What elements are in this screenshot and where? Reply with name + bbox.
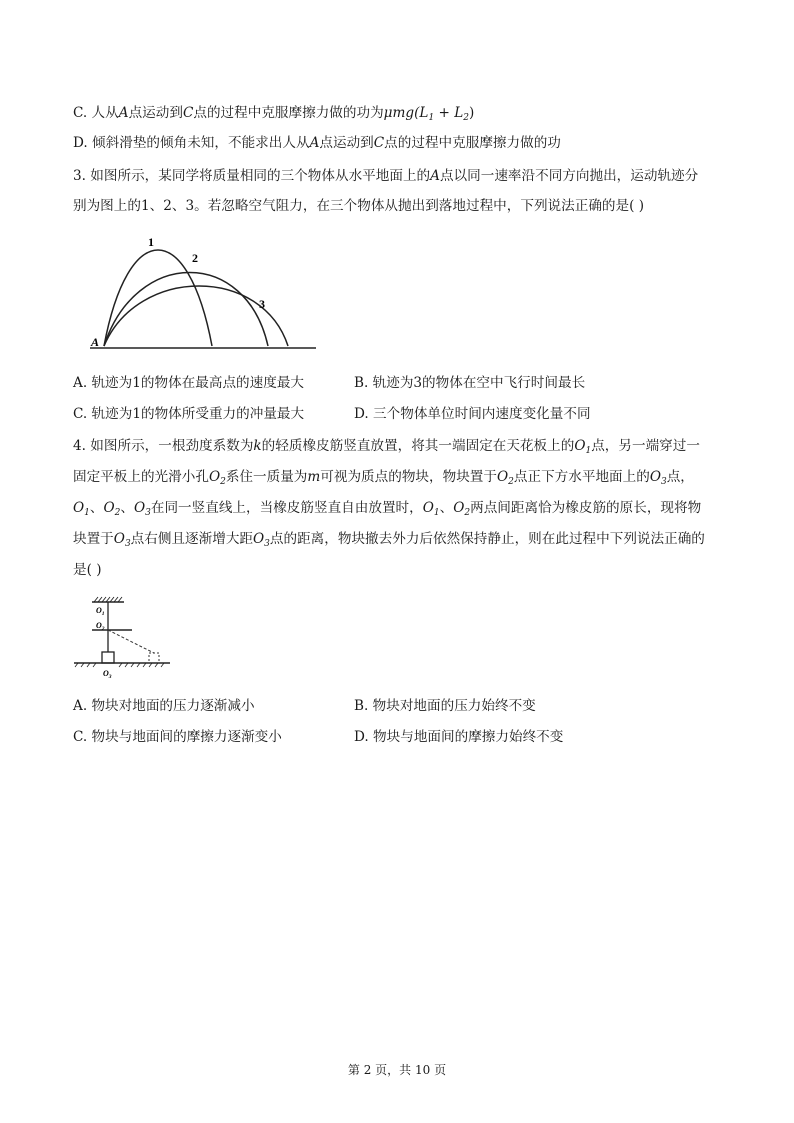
text: 在同一竖直线上，当橡皮筋竖直自由放置时，: [150, 500, 423, 516]
q2-option-c: [73, 104, 474, 127]
var-a: A: [309, 135, 320, 151]
text: 固定平板上的光滑小孔: [73, 469, 209, 485]
text: 点的过程中克服摩擦力做的功: [384, 135, 561, 151]
text: 的轻质橡皮筋竖直放置，将其一端固定在天花板上的: [261, 438, 575, 454]
var-o: O: [497, 469, 509, 485]
label-o2: $O_2$: [96, 621, 105, 632]
subscript: 1: [433, 508, 440, 518]
subscript: 3: [124, 539, 131, 549]
q3-stem-line-1: [73, 167, 698, 185]
q3-option-d: D. 三个物体单位时间内速度变化量不同: [354, 406, 591, 422]
text: 点，另一端穿过一: [591, 438, 700, 454]
trajectory-2: [104, 273, 268, 347]
text: 点的过程中克服摩擦力做的功为: [193, 105, 384, 121]
text: 点以同一速率沿不同方向抛出，运动轨迹分: [439, 168, 699, 184]
text: 点运动到: [128, 105, 183, 121]
trajectory-3: [104, 286, 288, 346]
var-o: O: [133, 500, 146, 516]
var-o: O: [574, 438, 586, 454]
subscript: 2: [464, 508, 471, 518]
text: ): [468, 105, 475, 121]
text: 、: [120, 500, 134, 516]
var-o: O: [422, 500, 434, 516]
q4-stem-line-5: 是( ): [73, 562, 102, 578]
q3-option-b: B. 轨迹为3的物体在空中飞行时间最长: [354, 375, 586, 391]
text: 点的距离，物块撤去外力后依然保持静止，则在此过程中下列说法正确的: [269, 531, 705, 547]
var-o: O: [208, 469, 221, 485]
subscript: 3: [145, 508, 151, 518]
label-1: 1: [148, 235, 154, 249]
text: 4. 如图所示，一根劲度系数为: [73, 438, 254, 454]
var-o: O: [253, 531, 265, 547]
text: 点正下方水平地面上的: [513, 469, 650, 485]
text: 点右侧且逐渐增大距: [130, 531, 254, 547]
subscript: 3: [660, 477, 667, 487]
q4-option-d: D. 物块与地面间的摩擦力始终不变: [354, 729, 564, 745]
q4-stem-line-4: [73, 530, 705, 553]
var-m: m: [307, 469, 321, 485]
subscript: 3: [264, 539, 270, 549]
subscript: 1: [428, 113, 435, 123]
q3-trajectory-figure: [88, 228, 320, 354]
label-o1: $O_1$: [96, 606, 105, 617]
text: D. 倾斜滑垫的倾角未知，不能求出人从: [73, 135, 310, 151]
var-a: A: [430, 168, 440, 184]
var-o: O: [73, 500, 85, 516]
var-c: C: [182, 105, 194, 121]
text: C. 人从: [73, 105, 119, 121]
label-o3: $O_3$: [103, 669, 112, 680]
q4-stem-line-2: [73, 468, 694, 491]
q4-option-c: C. 物块与地面间的摩擦力逐渐变小: [73, 729, 282, 745]
subscript: 2: [114, 508, 121, 518]
subscript: 2: [463, 113, 469, 123]
label-3: 3: [259, 297, 265, 311]
q3-stem-line-2: 别为图上的1、2、3。若忽略空气阻力，在三个物体从抛出到落地过程中，下列说法正确的是( ): [73, 198, 645, 214]
text: 、: [89, 500, 104, 516]
page-footer: 第 2 页，共 10 页: [347, 1063, 447, 1077]
subscript: 1: [84, 508, 90, 518]
subscript: 2: [220, 477, 226, 487]
text: 可视为质点的物块，物块置于: [320, 469, 497, 485]
q4-rubber-band-figure: [72, 594, 172, 682]
label-a: A: [91, 335, 100, 349]
q4-option-a: A. 物块对地面的压力逐渐减小: [73, 698, 255, 714]
var-o: O: [649, 469, 661, 485]
q2-option-d: [73, 134, 561, 152]
text: 两点间距离恰为橡皮筋的原长，现将物: [470, 500, 702, 516]
q4-option-b: B. 物块对地面的压力始终不变: [354, 698, 536, 714]
var-a: A: [118, 105, 129, 121]
label-2: 2: [192, 251, 198, 265]
text: 、: [439, 500, 454, 516]
q4-stem-line-1: [73, 437, 700, 460]
ceiling-hatch: [94, 597, 122, 602]
var-c: C: [373, 135, 385, 151]
text: 点，: [666, 469, 694, 485]
var-o: O: [103, 500, 115, 516]
block: [102, 652, 114, 663]
var-k: k: [253, 438, 262, 454]
block-dashed: [149, 653, 159, 663]
subscript: 1: [585, 446, 592, 456]
q3-option-a: A. 轨迹为1的物体在最高点的速度最大: [73, 375, 305, 391]
var-o: O: [453, 500, 465, 516]
stretched-band-dashed: [108, 630, 154, 653]
text: 点运动到: [319, 135, 374, 151]
q3-option-c: C. 轨迹为1的物体所受重力的冲量最大: [73, 406, 305, 422]
formula: μmg(L: [383, 105, 429, 121]
formula: + L: [434, 105, 464, 121]
text: 块置于: [73, 531, 114, 547]
var-o: O: [113, 531, 125, 547]
subscript: 2: [508, 477, 514, 487]
text: 3. 如图所示，某同学将质量相同的三个物体从水平地面上的: [73, 168, 431, 184]
text: 系住一质量为: [225, 469, 308, 485]
q4-stem-line-3: [73, 499, 701, 522]
